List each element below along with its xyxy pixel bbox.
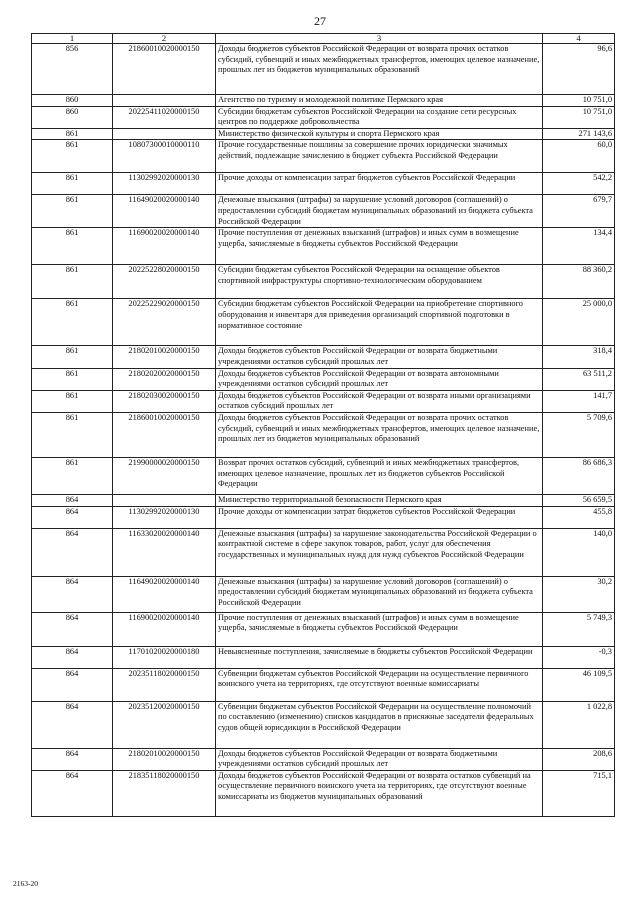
- budget-code-cell: 11649020020000140: [113, 576, 216, 612]
- footer-code: 2163-20: [13, 879, 38, 888]
- description-cell: Доходы бюджетов субъектов Российской Федерации от возврата иными организациями остатков субсидий прошлых лет: [216, 390, 543, 412]
- admin-code-cell: 864: [32, 748, 113, 770]
- table-row: [32, 457, 615, 494]
- table-row: [32, 748, 615, 770]
- amount-cell: 271 143,6: [543, 128, 615, 140]
- admin-code-cell: 860: [32, 95, 113, 107]
- column-number-row: [32, 34, 615, 44]
- budget-code-cell: [113, 95, 216, 107]
- admin-code-cell: 861: [32, 346, 113, 368]
- admin-code-cell: 864: [32, 494, 113, 506]
- admin-code-cell: 864: [32, 576, 113, 612]
- column-header: 2: [113, 34, 216, 44]
- budget-code-cell: 21802020020000150: [113, 368, 216, 390]
- admin-code-cell: 864: [32, 668, 113, 701]
- admin-code-cell: 861: [32, 195, 113, 228]
- description-cell: Доходы бюджетов субъектов Российской Федерации от возврата прочих остатков субсидий, субвенций и иных межбюджетных трансфертов, имеющих целевое назначение, прошлых лет из бюджетов муниципальных образований: [216, 412, 543, 457]
- table-row: [32, 346, 615, 368]
- admin-code-cell: 856: [32, 44, 113, 95]
- admin-code-cell: 860: [32, 106, 113, 128]
- budget-code-cell: 21802010020000150: [113, 346, 216, 368]
- admin-code-cell: 861: [32, 128, 113, 140]
- description-cell: Денежные взыскания (штрафы) за нарушение условий договоров (соглашений) о предоставлении субсидий бюджетам муниципальных образований из бюджета субъекта Российской Федерации: [216, 576, 543, 612]
- description-cell: Министерство физической культуры и спорта Пермского края: [216, 128, 543, 140]
- amount-cell: -0,3: [543, 646, 615, 668]
- amount-cell: 86 686,3: [543, 457, 615, 494]
- budget-code-cell: 20225229020000150: [113, 299, 216, 346]
- description-cell: Денежные взыскания (штрафы) за нарушение условий договоров (соглашений) о предоставлении субсидий бюджетам муниципальных образований из бюджета субъекта Российской Федерации: [216, 195, 543, 228]
- amount-cell: 88 360,2: [543, 265, 615, 299]
- table-row: [32, 44, 615, 95]
- description-cell: Субсидии бюджетам субъектов Российской Федерации на приобретение спортивного оборудования и инвентаря для приведения организаций спортивной подготовки в нормативное состояние: [216, 299, 543, 346]
- table-row: [32, 368, 615, 390]
- budget-code-cell: 20235120020000150: [113, 701, 216, 748]
- budget-code-cell: 11633020020000140: [113, 528, 216, 576]
- admin-code-cell: 861: [32, 228, 113, 265]
- table-row: [32, 299, 615, 346]
- budget-code-cell: 21860010020000150: [113, 412, 216, 457]
- column-header: 4: [543, 34, 615, 44]
- amount-cell: 25 000,0: [543, 299, 615, 346]
- table-row: [32, 770, 615, 816]
- description-cell: Субсидии бюджетам субъектов Российской Федерации на создание сети ресурсных центров по поддержке добровольчества: [216, 106, 543, 128]
- table-row: [32, 646, 615, 668]
- budget-code-cell: 21802030020000150: [113, 390, 216, 412]
- amount-cell: 455,8: [543, 506, 615, 528]
- table-row: [32, 228, 615, 265]
- column-header: 3: [216, 34, 543, 44]
- table-row: [32, 265, 615, 299]
- budget-code-cell: 11649020020000140: [113, 195, 216, 228]
- amount-cell: 1 022,8: [543, 701, 615, 748]
- description-cell: Прочие государственные пошлины за совершение прочих юридически значимых действий, подлежащие зачислению в бюджет субъекта Российской Федерации: [216, 140, 543, 173]
- budget-code-cell: 21860010020000150: [113, 44, 216, 95]
- budget-code-cell: 11690020020000140: [113, 228, 216, 265]
- amount-cell: 46 109,5: [543, 668, 615, 701]
- amount-cell: 715,1: [543, 770, 615, 816]
- description-cell: Доходы бюджетов субъектов Российской Федерации от возврата автономными учреждениями остатков субсидий прошлых лет: [216, 368, 543, 390]
- table-row: [32, 576, 615, 612]
- page-number: 27: [314, 14, 326, 28]
- amount-cell: 63 511,2: [543, 368, 615, 390]
- amount-cell: 134,4: [543, 228, 615, 265]
- admin-code-cell: 861: [32, 265, 113, 299]
- amount-cell: 10 751,0: [543, 106, 615, 128]
- amount-cell: 56 659,5: [543, 494, 615, 506]
- budget-code-cell: 11302992020000130: [113, 506, 216, 528]
- table-row: [32, 494, 615, 506]
- table-row: [32, 173, 615, 195]
- admin-code-cell: 861: [32, 412, 113, 457]
- table-row: [32, 668, 615, 701]
- description-cell: Прочие доходы от компенсации затрат бюджетов субъектов Российской Федерации: [216, 173, 543, 195]
- description-cell: Субвенции бюджетам субъектов Российской Федерации на осуществление первичного воинского учета на территориях, где отсутствуют военные комиссариаты: [216, 668, 543, 701]
- table-row: [32, 106, 615, 128]
- budget-code-cell: 21835118020000150: [113, 770, 216, 816]
- admin-code-cell: 861: [32, 390, 113, 412]
- budget-code-cell: [113, 128, 216, 140]
- amount-cell: 10 751,0: [543, 95, 615, 107]
- table-row: [32, 412, 615, 457]
- admin-code-cell: 861: [32, 140, 113, 173]
- admin-code-cell: 864: [32, 701, 113, 748]
- budget-code-cell: 11302992020000130: [113, 173, 216, 195]
- amount-cell: 141,7: [543, 390, 615, 412]
- table-row: [32, 195, 615, 228]
- budget-revenue-table: [31, 33, 615, 817]
- table-row: [32, 95, 615, 107]
- budget-code-cell: 21990000020000150: [113, 457, 216, 494]
- description-cell: Доходы бюджетов субъектов Российской Федерации от возврата бюджетными учреждениями остатков субсидий прошлых лет: [216, 748, 543, 770]
- description-cell: Прочие поступления от денежных взысканий (штрафов) и иных сумм в возмещение ущерба, зачисляемые в бюджеты субъектов Российской Федерации: [216, 228, 543, 265]
- admin-code-cell: 864: [32, 646, 113, 668]
- budget-code-cell: 20235118020000150: [113, 668, 216, 701]
- description-cell: Субсидии бюджетам субъектов Российской Федерации на оснащение объектов спортивной инфраструктуры спортивно-технологическим оборудованием: [216, 265, 543, 299]
- description-cell: Невыясненные поступления, зачисляемые в бюджеты субъектов Российской Федерации: [216, 646, 543, 668]
- admin-code-cell: 864: [32, 612, 113, 646]
- description-cell: Доходы бюджетов субъектов Российской Федерации от возврата остатков субвенций на осуществление первичного воинского учета на территориях, где отсутствуют военные комиссариаты из бюджетов муниципальных образований: [216, 770, 543, 816]
- table-row: [32, 128, 615, 140]
- budget-code-cell: 11701020020000180: [113, 646, 216, 668]
- amount-cell: 208,6: [543, 748, 615, 770]
- description-cell: Доходы бюджетов субъектов Российской Федерации от возврата прочих остатков субсидий, субвенций и иных межбюджетных трансфертов, имеющих целевое назначение, прошлых лет из бюджетов муниципальных образований: [216, 44, 543, 95]
- budget-code-cell: 20225228020000150: [113, 265, 216, 299]
- description-cell: Министерство территориальной безопасности Пермского края: [216, 494, 543, 506]
- amount-cell: 542,2: [543, 173, 615, 195]
- admin-code-cell: 864: [32, 506, 113, 528]
- admin-code-cell: 861: [32, 368, 113, 390]
- table-row: [32, 528, 615, 576]
- amount-cell: 96,6: [543, 44, 615, 95]
- amount-cell: 5 749,3: [543, 612, 615, 646]
- description-cell: Субвенции бюджетам субъектов Российской Федерации на осуществление полномочий по составлению (изменению) списков кандидатов в присяжные заседатели федеральных судов общей юрисдикции в Российской Федерации: [216, 701, 543, 748]
- amount-cell: 140,0: [543, 528, 615, 576]
- description-cell: Денежные взыскания (штрафы) за нарушение законодательства Российской Федерации о контрактной системе в сфере закупок товаров, работ, услуг для обеспечения государственных и муниципальных нужд для нужд субъектов Российской Федерации: [216, 528, 543, 576]
- column-header: 1: [32, 34, 113, 44]
- budget-code-cell: 21802010020000150: [113, 748, 216, 770]
- table-row: [32, 140, 615, 173]
- amount-cell: 60,0: [543, 140, 615, 173]
- admin-code-cell: 861: [32, 173, 113, 195]
- budget-code-cell: 10807300010000110: [113, 140, 216, 173]
- table-row: [32, 612, 615, 646]
- amount-cell: 30,2: [543, 576, 615, 612]
- amount-cell: 5 709,6: [543, 412, 615, 457]
- table-row: [32, 701, 615, 748]
- description-cell: Прочие доходы от компенсации затрат бюджетов субъектов Российской Федерации: [216, 506, 543, 528]
- admin-code-cell: 861: [32, 457, 113, 494]
- amount-cell: 318,4: [543, 346, 615, 368]
- description-cell: Агентство по туризму и молодежной политике Пермского края: [216, 95, 543, 107]
- table-row: [32, 506, 615, 528]
- description-cell: Прочие поступления от денежных взысканий (штрафов) и иных сумм в возмещение ущерба, зачисляемые в бюджеты субъектов Российской Федерации: [216, 612, 543, 646]
- description-cell: Доходы бюджетов субъектов Российской Федерации от возврата бюджетными учреждениями остатков субсидий прошлых лет: [216, 346, 543, 368]
- description-cell: Возврат прочих остатков субсидий, субвенций и иных межбюджетных трансфертов, имеющих целевое назначение, прошлых лет из бюджетов субъектов Российской Федерации: [216, 457, 543, 494]
- amount-cell: 679,7: [543, 195, 615, 228]
- budget-code-cell: 11690020020000140: [113, 612, 216, 646]
- budget-code-cell: [113, 494, 216, 506]
- admin-code-cell: 861: [32, 299, 113, 346]
- table-row: [32, 390, 615, 412]
- budget-code-cell: 20225411020000150: [113, 106, 216, 128]
- admin-code-cell: 864: [32, 528, 113, 576]
- admin-code-cell: 864: [32, 770, 113, 816]
